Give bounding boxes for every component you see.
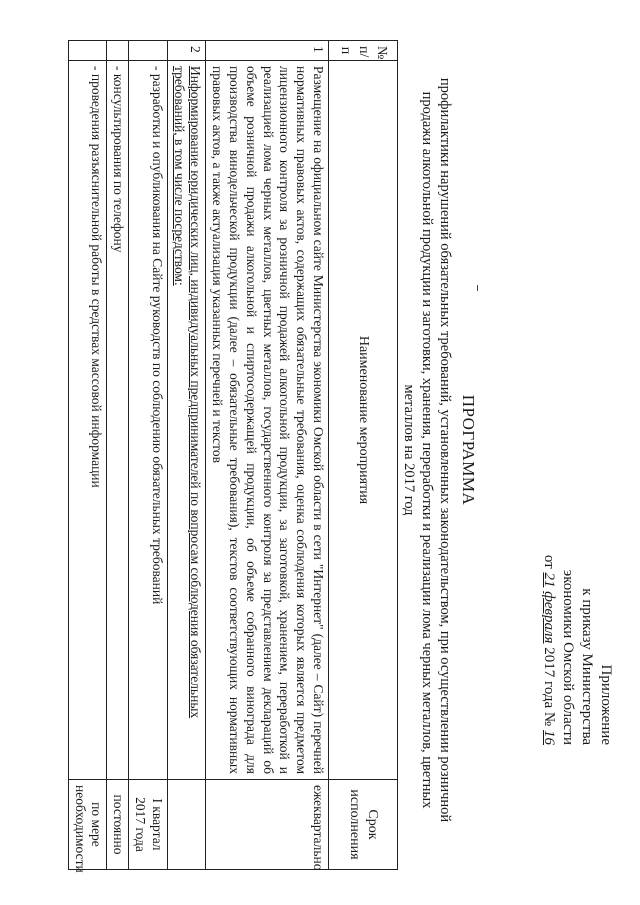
appendix-block	[539, 555, 615, 745]
program-subtitle: профилактики нарушений обязательных требований, установленных законодательством, при осуществлении розничной продажи алкогольной продукции и заготовки, хранения, переработки и реализации лома черных металлов, цветных металлов на 2017 год	[401, 77, 453, 823]
table-row	[206, 41, 329, 870]
row-num: 1	[206, 41, 329, 61]
program-title: ПРОГРАММА	[459, 394, 478, 506]
row-num	[68, 41, 107, 61]
row-deadline: ежеквартально	[206, 780, 329, 870]
row-name: - проведения разъяснительной работы в средствах массовой информации	[68, 61, 107, 780]
row-deadline: по мере необходимости	[68, 780, 107, 870]
order-number: 16	[541, 730, 557, 745]
program-table	[68, 40, 398, 873]
date-day: 21	[541, 572, 557, 588]
appendix-ministry-line: экономики Омской области	[560, 569, 576, 745]
table-row	[68, 41, 107, 870]
table-row	[129, 41, 168, 870]
row-name: - консультирования по телефону	[107, 61, 129, 780]
header-deadline: Срок исполнения	[329, 780, 398, 870]
appendix-order-line: к приказу Министерства	[579, 588, 595, 745]
appendix-title: Приложение	[598, 664, 614, 745]
table-header-row	[329, 41, 398, 870]
header-name: Наименование мероприятия	[329, 61, 398, 780]
title-block	[400, 70, 478, 830]
row-name: Размещение на официальном сайте Министерства экономики Омской области в сети "Интернет" (далее – Сайт) перечней нормативных правовых актов, содержащих обязательные требования, оценка соблюдения которых является предметом лицензионного контроля за розничной продажей алкогольной продукции, за заготовкой, хранением, переработкой и реализацией лома черных металлов, цветных металлов, государственного контроля за представлением деклараций об объеме розничной продажи алкогольной и спиртосодержащей продукции, об объеме собранного винограда для производства винодельческой продукции (далее – обязательные требования), текстов соответствующих нормативных правовых актов, а также актуализация указанных перечней и текстов	[206, 61, 329, 780]
date-month: февраля	[541, 591, 557, 644]
row-deadline: постоянно	[107, 780, 129, 870]
row-deadline	[167, 780, 206, 870]
appendix-date-line	[539, 555, 558, 745]
table-row	[107, 41, 129, 870]
table-row	[167, 41, 206, 870]
header-num: № п/п	[329, 41, 398, 61]
date-prefix: от	[541, 554, 557, 569]
row-deadline: I квартал 2017 года	[129, 780, 168, 870]
row-num	[129, 41, 168, 61]
row-num	[107, 41, 129, 61]
row-name: Информирование юридических лиц, индивидуальных предпринимателей по вопросам соблюдения обязательных требований, в том числе посредством:	[167, 61, 206, 780]
date-year: 2017 года №	[541, 647, 557, 727]
row-num: 2	[167, 41, 206, 61]
row-name: - разработки и опубликования на Сайте руководств по соблюдению обязательных требований	[129, 61, 168, 780]
